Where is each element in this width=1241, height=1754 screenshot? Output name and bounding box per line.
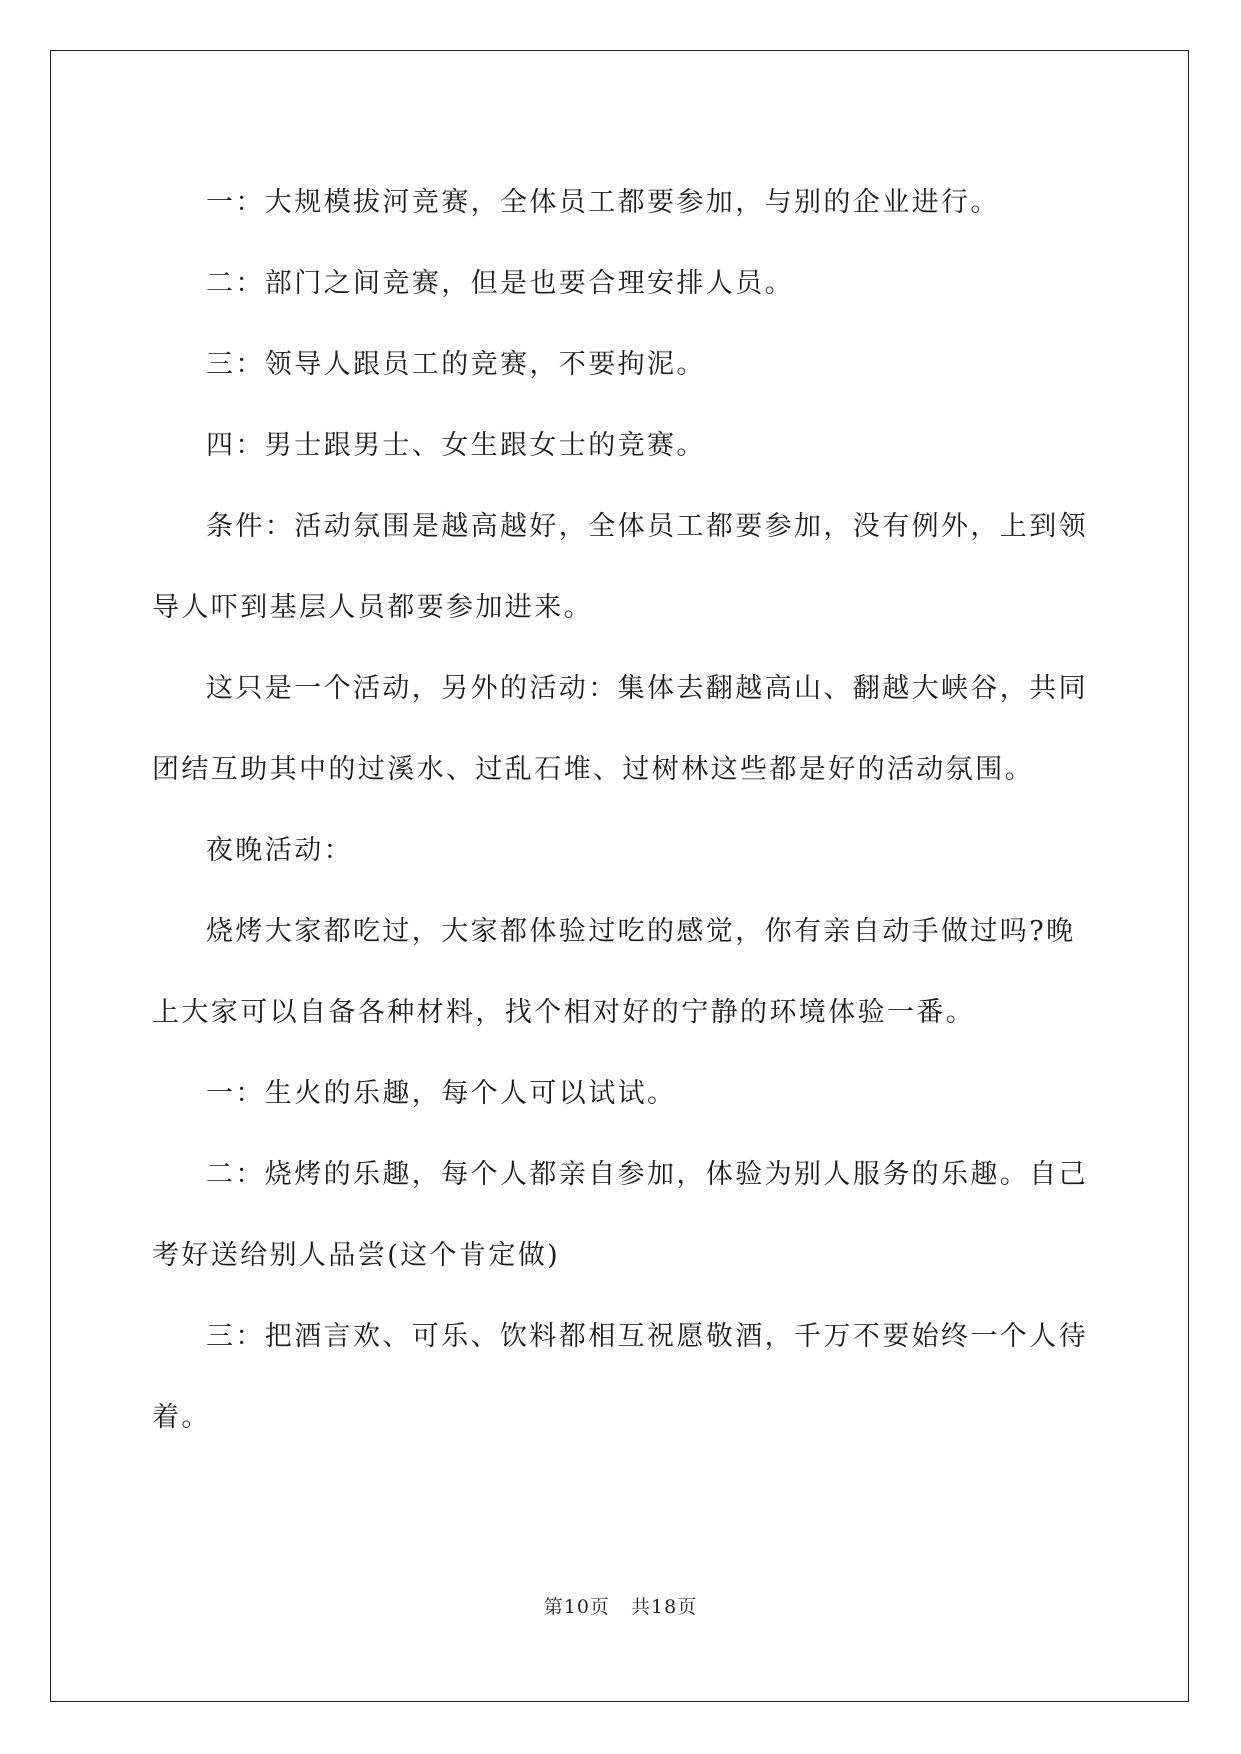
paragraph-4: 四：男士跟男士、女生跟女士的竞赛。 bbox=[206, 430, 706, 461]
paragraph-6: 这只是一个活动，另外的活动：集体去翻越高山、翻越大峡谷，共同团结互助其中的过溪水、过乱石堆、过树林这些都是好的活动氛围。 bbox=[152, 673, 1088, 785]
document-body bbox=[152, 162, 1092, 1458]
paragraph-5: 条件：活动氛围是越高越好，全体员工都要参加，没有例外，上到领导人吓到基层人员都要参加进来。 bbox=[152, 511, 1088, 623]
paragraph-1: 一：大规模拔河竞赛，全体员工都要参加，与别的企业进行。 bbox=[206, 187, 1000, 218]
paragraph-2: 二：部门之间竞赛，但是也要合理安排人员。 bbox=[206, 268, 794, 299]
page-number-label: 第10页 共18页 bbox=[543, 1596, 698, 1618]
paragraph-8: 烧烤大家都吃过，大家都体验过吃的感觉，你有亲自动手做过吗?晚上大家可以自备各种材料，找个相对好的宁静的环境体验一番。 bbox=[152, 916, 1076, 1028]
paragraph-11: 三：把酒言欢、可乐、饮料都相互祝愿敬酒，千万不要始终一个人待着。 bbox=[152, 1321, 1088, 1433]
paragraph-3: 三：领导人跟员工的竞赛，不要拘泥。 bbox=[206, 349, 706, 380]
page-footer bbox=[0, 1592, 1241, 1619]
paragraph-7: 夜晚活动： bbox=[206, 835, 353, 866]
paragraph-10: 二：烧烤的乐趣，每个人都亲自参加，体验为别人服务的乐趣。自己考好送给别人品尝(这个肯定做) bbox=[152, 1159, 1088, 1271]
paragraph-9: 一：生火的乐趣，每个人可以试试。 bbox=[206, 1078, 677, 1109]
